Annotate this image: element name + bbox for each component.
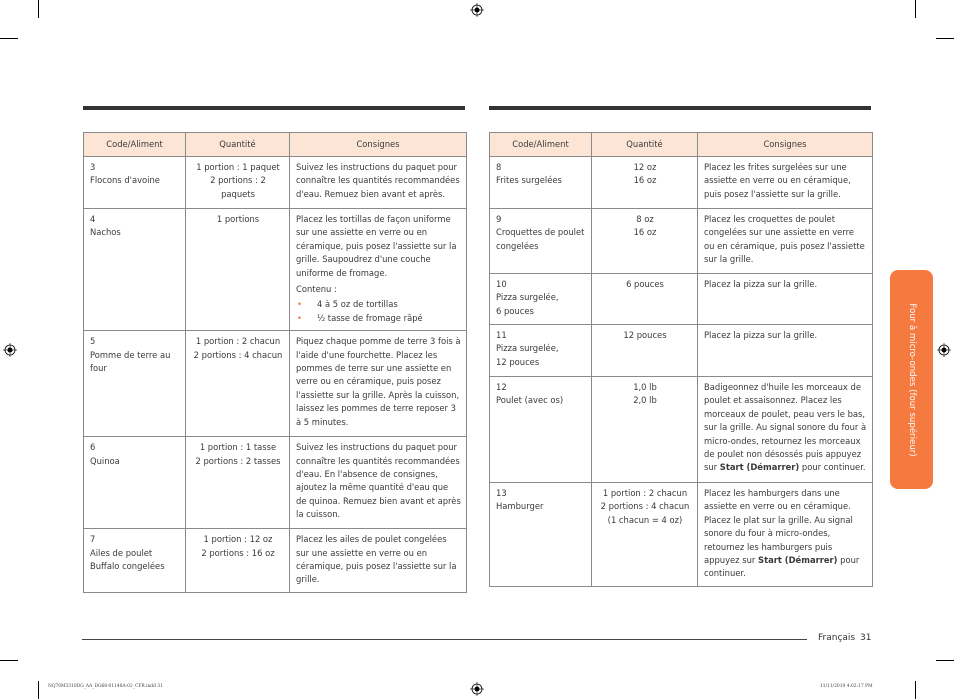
instructions: Suivez les instructions du paquet pour connaître les quantités recommandées d'eau. Remuez bien avant et après. (290, 157, 467, 209)
crop-mark (915, 0, 916, 18)
quantity: 1 portion : 1 paquet 2 portions : 2 paquets (186, 157, 290, 209)
header-instructions: Consignes (290, 133, 467, 157)
table-row (84, 209, 467, 331)
instructions: Placez les croquettes de poulet congelées sur une assiette en verre ou en céramique, puis posez l'assiette sur la grille. (698, 209, 873, 274)
food-code: 10 Pizza surgelée, 6 pouces (490, 274, 592, 325)
table-row (490, 209, 873, 274)
instructions: Placez les ailes de poulet congelées sur une assiette en verre ou en céramique, puis posez l'assiette sur la grille. (290, 529, 467, 593)
side-tab-label: Four à micro-ondes (four supérieur) (906, 302, 917, 457)
header-code: Code/Aliment (490, 133, 592, 157)
food-code: 6 Quinoa (84, 437, 186, 529)
instructions: Piquez chaque pomme de terre 3 fois à l'aide d'une fourchette. Placez les pommes de terre sur une assiette en verre ou en céramique, puis posez l'assiette sur la grille. Après la cuisson, laissez les pommes de terre reposer 3 à 5 minutes. (290, 331, 467, 437)
quantity: 6 pouces (592, 274, 698, 325)
start-key-label: Start (Démarrer) (719, 462, 800, 473)
section-rule-right (489, 106, 871, 110)
table-row (490, 274, 873, 325)
crop-mark (0, 660, 18, 661)
table-row (84, 331, 467, 437)
cooking-table-left (83, 132, 467, 593)
table-row (84, 437, 467, 529)
crop-mark (38, 681, 39, 699)
list-item: • ½ tasse de fromage râpé (296, 312, 461, 325)
food-code: 9 Croquettes de poulet congelées (490, 209, 592, 274)
contents-list (296, 298, 461, 325)
print-slug-date: 11/11/2019 4:02:17 PM (820, 684, 873, 689)
instructions: Suivez les instructions du paquet pour connaître les quantités recommandées d'eau. En l'absence de consignes, ajoutez la même quantité d'eau que de quinoa. Remuez bien avant et après la cuisson. (290, 437, 467, 529)
list-item: • 4 à 5 oz de tortillas (296, 298, 461, 311)
food-code: 4 Nachos (84, 209, 186, 331)
instructions-text: Placez les tortillas de façon uniforme sur une assiette en verre ou en céramique, puis posez l'assiette sur la grille. Saupoudrez d'une couche uniforme de fromage. (296, 214, 457, 278)
quantity: 1 portion : 2 chacun 2 portions : 4 chacun (1 chacun = 4 oz) (592, 483, 698, 587)
food-code: 8 Frites surgelées (490, 157, 592, 209)
registration-mark-icon (470, 682, 484, 696)
crop-mark (936, 660, 954, 661)
food-code: 5 Pomme de terre au four (84, 331, 186, 437)
instructions-text: Badigeonnez d'huile les morceaux de poulet et assaisonnez. Placez les morceaux de poulet, peau vers le bas, sur la grille. Au signal sonore du four à micro-ondes, retournez les morceaux de poulet non désossés puis appuyez sur (704, 382, 867, 473)
print-slug-file: NQ70M3310DG_AA_DG68-01148A-02_CFR.indd 31 (48, 684, 163, 689)
crop-mark (0, 38, 18, 39)
page-number: 31 (860, 633, 872, 643)
registration-mark-icon (3, 343, 17, 357)
registration-mark-icon (937, 343, 951, 357)
food-code: 13 Hamburger (490, 483, 592, 587)
food-code: 11 Pizza surgelée, 12 pouces (490, 325, 592, 377)
quantity: 1,0 lb 2,0 lb (592, 377, 698, 483)
food-code: 12 Poulet (avec os) (490, 377, 592, 483)
table-header-row (490, 133, 873, 157)
table-header-row (84, 133, 467, 157)
instructions (698, 483, 873, 587)
footer-rule (82, 639, 807, 640)
table-row (490, 483, 873, 587)
table-row (84, 529, 467, 593)
instructions: Placez la pizza sur la grille. (698, 274, 873, 325)
quantity: 12 pouces (592, 325, 698, 377)
section-rule-left (83, 106, 465, 110)
instructions-text: Placez les hamburgers dans une assiette en verre ou en céramique. Placez le plat sur la grille. Au signal sonore du four à micro-ondes, retournez les hamburgers puis appuyez sur (704, 488, 853, 566)
instructions (290, 209, 467, 331)
contents-label: Contenu : (296, 284, 337, 295)
instructions-text: pour continuer. (704, 555, 860, 579)
crop-mark (915, 681, 916, 699)
table-row (490, 377, 873, 483)
header-instructions: Consignes (698, 133, 873, 157)
header-code: Code/Aliment (84, 133, 186, 157)
quantity: 1 portions (186, 209, 290, 331)
instructions: Placez la pizza sur la grille. (698, 325, 873, 377)
registration-mark-icon (470, 3, 484, 17)
header-quantity: Quantité (186, 133, 290, 157)
quantity: 1 portion : 1 tasse 2 portions : 2 tasses (186, 437, 290, 529)
header-quantity: Quantité (592, 133, 698, 157)
table-row (490, 325, 873, 377)
instructions-text: pour continuer. (799, 462, 866, 473)
instructions: Placez les frites surgelées sur une assiette en verre ou en céramique, puis posez l'assiette sur la grille. (698, 157, 873, 209)
crop-mark (38, 0, 39, 18)
table-row (84, 157, 467, 209)
quantity: 12 oz 16 oz (592, 157, 698, 209)
section-side-tab (890, 270, 933, 489)
table-row (490, 157, 873, 209)
start-key-label: Start (Démarrer) (758, 555, 838, 566)
quantity: 8 oz 16 oz (592, 209, 698, 274)
quantity: 1 portion : 12 oz 2 portions : 16 oz (186, 529, 290, 593)
quantity: 1 portion : 2 chacun 2 portions : 4 chacun (186, 331, 290, 437)
food-code: 7 Ailes de poulet Buffalo congelées (84, 529, 186, 593)
food-code: 3 Flocons d'avoine (84, 157, 186, 209)
cooking-table-right (489, 132, 873, 587)
crop-mark (936, 38, 954, 39)
instructions (698, 377, 873, 483)
footer-language: Français (818, 633, 856, 643)
